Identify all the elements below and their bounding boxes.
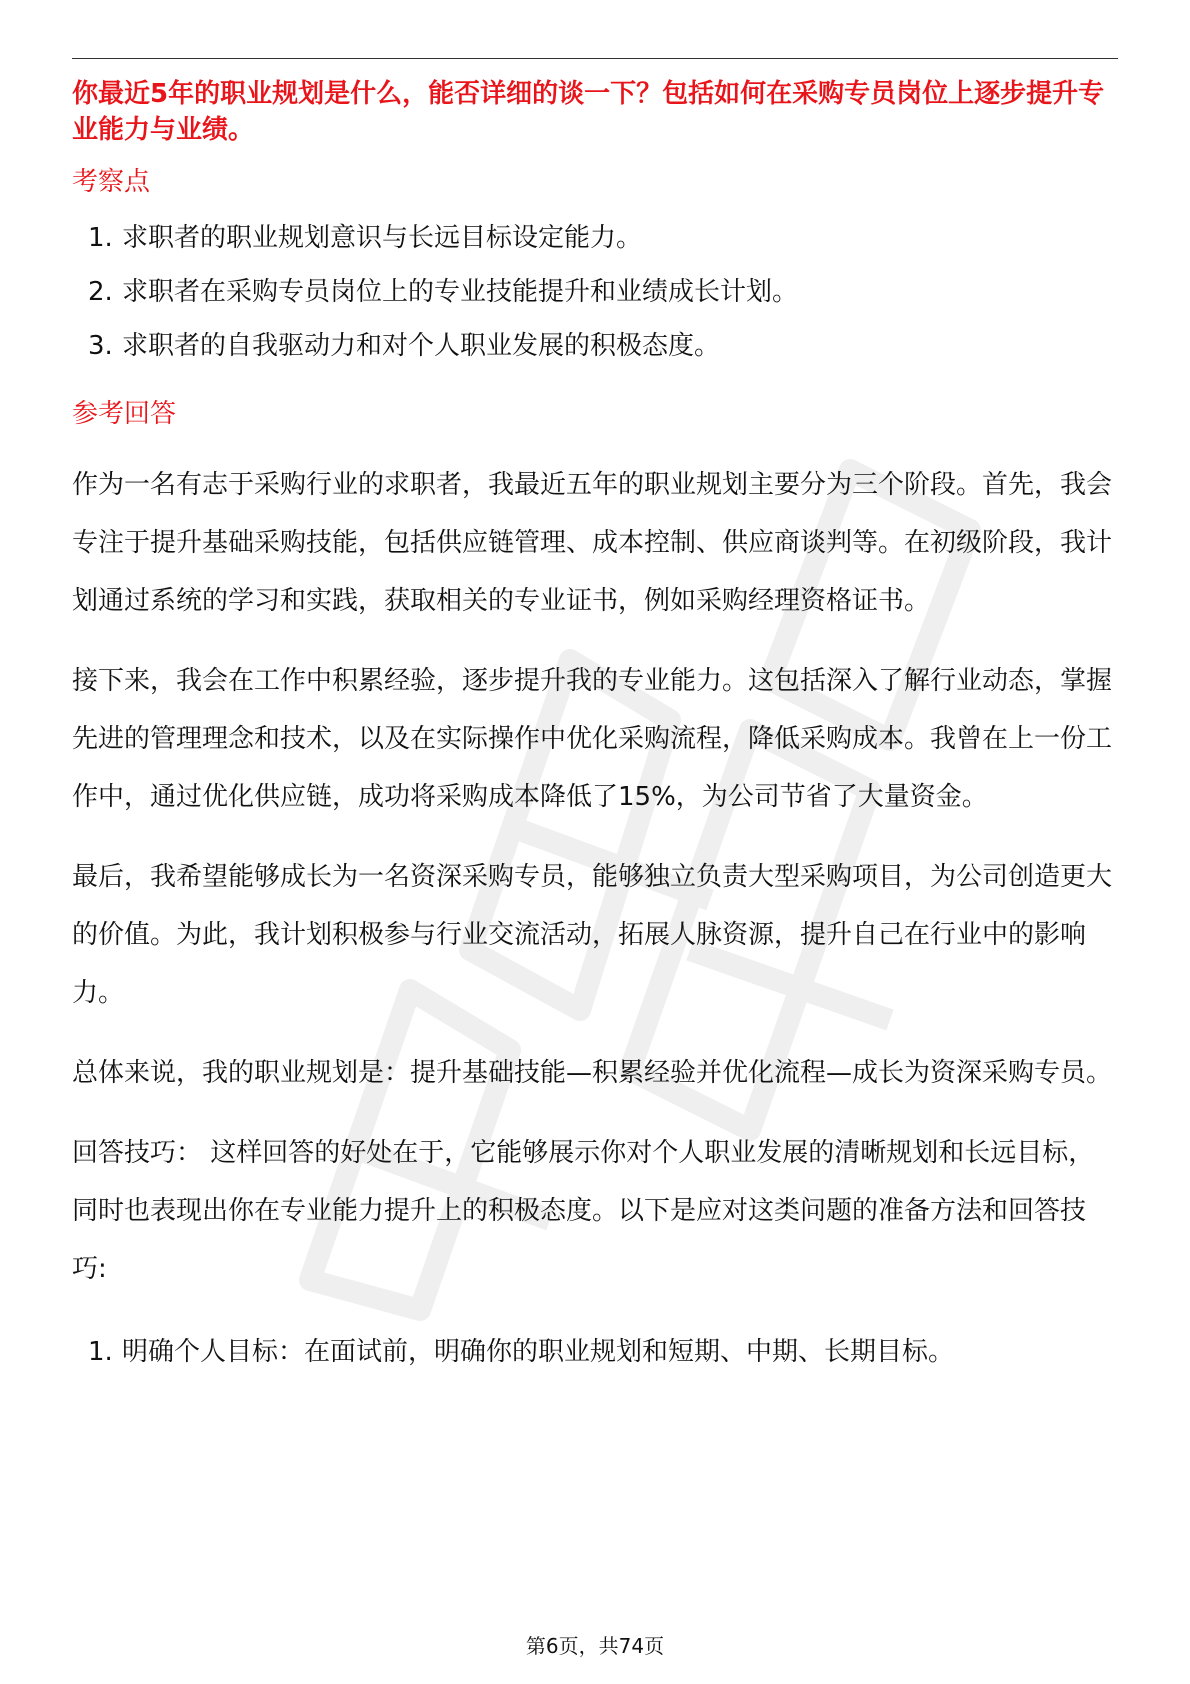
list-text: 求职者的职业规划意识与长远目标设定能力。: [122, 223, 643, 253]
list-text: 求职者在采购专员岗位上的专业技能提升和业绩成长计划。: [122, 277, 799, 307]
section-title-answer: 参考回答: [72, 399, 177, 429]
section-title-points: 考察点: [72, 167, 151, 197]
list-number: 2.: [88, 277, 113, 307]
page-footer: 第6页，共74页: [525, 1634, 665, 1658]
list-text: 明确个人目标：在面试前，明确你的职业规划和短期、中期、长期目标。: [122, 1337, 955, 1367]
tips-paragraph: 回答技巧： 这样回答的好处在于，它能够展示你对个人职业发展的清晰规划和长远目标，同时也表现出你在专业能力提升上的积极态度。以下是应对这类问题的准备方法和回答技巧:: [72, 1138, 1095, 1284]
answer-paragraph: 总体来说，我的职业规划是：提升基础技能—积累经验并优化流程—成长为资深采购专员。: [72, 1058, 1113, 1088]
list-number: 1.: [88, 1337, 113, 1367]
tips-list: [72, 1334, 1118, 1370]
list-number: 1.: [88, 223, 113, 253]
list-text: 求职者的自我驱动力和对个人职业发展的积极态度。: [122, 331, 721, 361]
list-item: [72, 328, 1118, 364]
list-item: [72, 274, 1118, 310]
list-number: 3.: [88, 331, 113, 361]
question-heading: 你最近5年的职业规划是什么，能否详细的谈一下？包括如何在采购专员岗位上逐步提升专业能力与业绩。: [72, 79, 1105, 145]
list-item: [72, 220, 1118, 256]
points-list: [72, 220, 1118, 364]
answer-paragraph: 作为一名有志于采购行业的求职者，我最近五年的职业规划主要分为三个阶段。首先，我会专注于提升基础采购技能，包括供应链管理、成本控制、供应商谈判等。在初级阶段，我计划通过系统的学习和实践，获取相关的专业证书，例如采购经理资格证书。: [72, 470, 1113, 616]
answer-paragraph: 接下来，我会在工作中积累经验，逐步提升我的专业能力。这包括深入了解行业动态，掌握先进的管理理念和技术，以及在实际操作中优化采购流程，降低采购成本。我曾在上一份工作中，通过优化供应链，成功将采购成本降低了15%，为公司节省了大量资金。: [72, 666, 1113, 812]
list-item: [72, 1334, 1118, 1370]
answer-paragraph: 最后，我希望能够成长为一名资深采购专员，能够独立负责大型采购项目，为公司创造更大的价值。为此，我计划积极参与行业交流活动，拓展人脉资源，提升自己在行业中的影响力。: [72, 862, 1113, 1008]
top-rule: [72, 58, 1118, 59]
